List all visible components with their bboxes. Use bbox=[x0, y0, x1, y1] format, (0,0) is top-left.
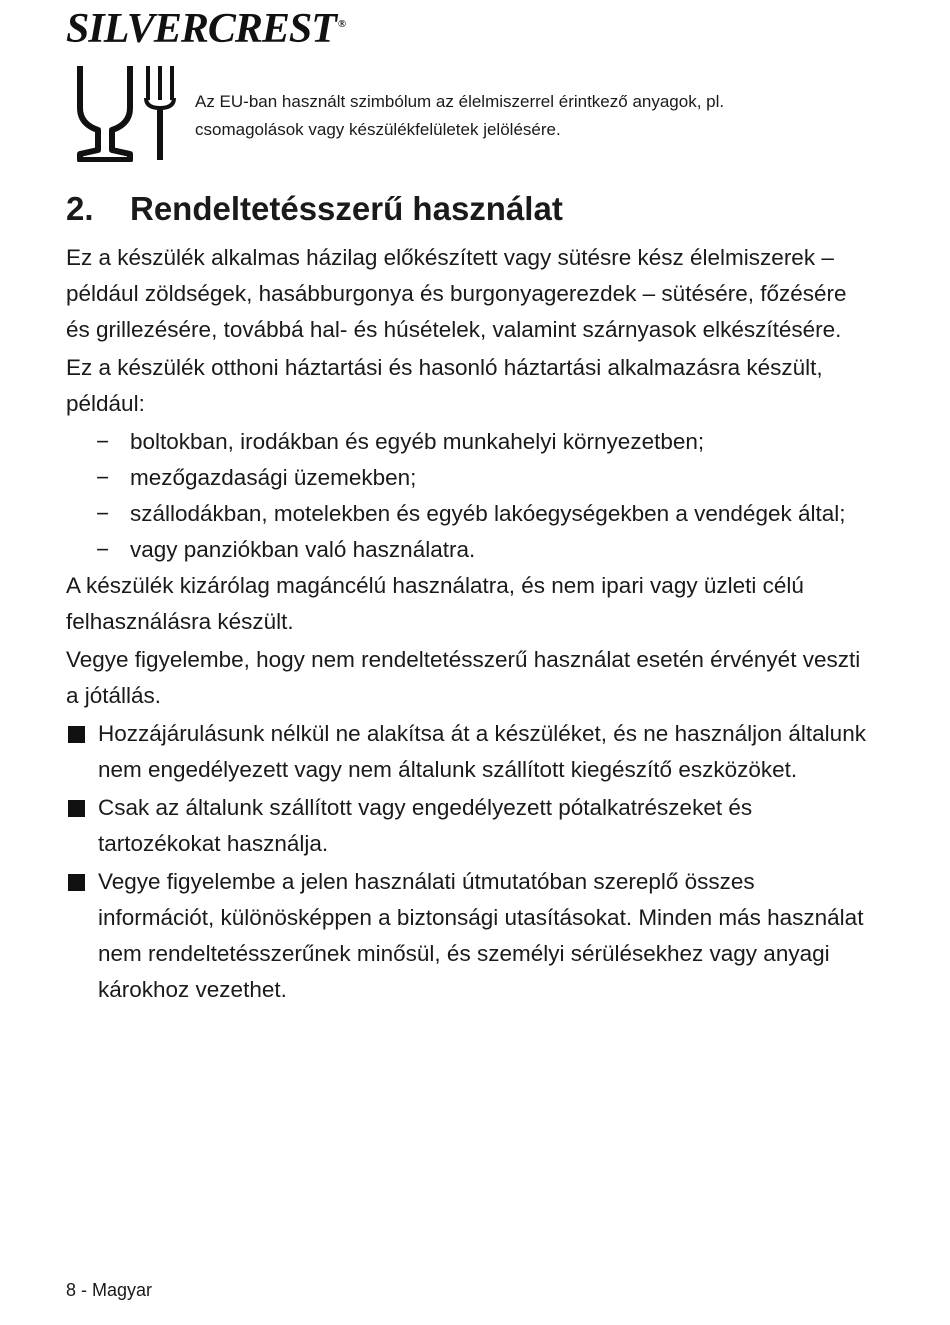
paragraph: Vegye figyelembe, hogy nem rendeltetésszerű használat esetén érvényét veszti a jótállás. bbox=[66, 647, 861, 708]
dash-list bbox=[66, 424, 866, 568]
list-item-text: mezőgazdasági üzemekben; bbox=[130, 465, 417, 490]
paragraph: Ez a készülék otthoni háztartási és hasonló háztartási alkalmazásra készült, például: bbox=[66, 355, 823, 416]
dash-marker: − bbox=[96, 537, 110, 562]
list-item bbox=[66, 496, 866, 532]
section-title-text: Rendeltetésszerű használat bbox=[130, 190, 563, 227]
list-item bbox=[66, 424, 866, 460]
brand-logo: SILVERCREST ® bbox=[66, 6, 346, 52]
bullet-item bbox=[66, 790, 866, 862]
bullet-text: Hozzájárulásunk nélkül ne alakítsa át a készüléket, és ne használjon általunk nem engedélyezett vagy nem általunk szállított kiegészítő eszközöket. bbox=[98, 721, 866, 782]
dash-marker: − bbox=[96, 465, 110, 490]
paragraph: Ez a készülék alkalmas házilag előkészített vagy sütésre kész élelmiszerek – például zöldségek, hasábburgonya és burgonyagerezdek – sütésére, főzésére és grillezésére, továbbá hal- és húsételek, valamint szárnyasok elkészítésére. bbox=[66, 245, 847, 342]
square-bullet-icon bbox=[68, 726, 85, 743]
square-bullet-icon bbox=[68, 800, 85, 817]
food-contact-icon bbox=[76, 64, 176, 162]
square-bullet-icon bbox=[68, 874, 85, 891]
section-number: 2. bbox=[66, 190, 94, 227]
symbol-description bbox=[195, 88, 875, 144]
bullet-text: Vegye figyelembe a jelen használati útmutatóban szereplő összes információt, különösképpen a biztonsági utasításokat. Minden más használat nem rendeltetésszerűnek minősül, és személyi sérülésekhez vagy anyagi károkhoz vezethet. bbox=[98, 869, 864, 1002]
list-item-text: szállodákban, motelekben és egyéb lakóegységekben a vendégek által; bbox=[130, 501, 846, 526]
list-item bbox=[66, 460, 866, 496]
page-footer: 8 - Magyar bbox=[66, 1280, 153, 1300]
paragraph: A készülék kizárólag magáncélú használatra, és nem ipari vagy üzleti célú felhasználásra készült. bbox=[66, 573, 804, 634]
bullet-list bbox=[66, 716, 866, 1008]
symbol-description-line: csomagolások vagy készülékfelületek jelölésére. bbox=[195, 120, 561, 139]
bullet-item bbox=[66, 864, 866, 1008]
bullet-text: Csak az általunk szállított vagy engedélyezett pótalkatrészeket és tartozékokat használja. bbox=[98, 795, 753, 856]
list-item-text: vagy panziókban való használatra. bbox=[130, 537, 476, 562]
list-item bbox=[66, 532, 866, 568]
dash-marker: − bbox=[96, 501, 110, 526]
section-title bbox=[66, 190, 563, 228]
list-item-text: boltokban, irodákban és egyéb munkahelyi környezetben; bbox=[130, 429, 705, 454]
bullet-item bbox=[66, 716, 866, 788]
symbol-description-line: Az EU-ban használt szimbólum az élelmiszerrel érintkező anyagok, pl. bbox=[195, 92, 725, 111]
section-body bbox=[66, 240, 866, 1010]
dash-marker: − bbox=[96, 429, 110, 454]
